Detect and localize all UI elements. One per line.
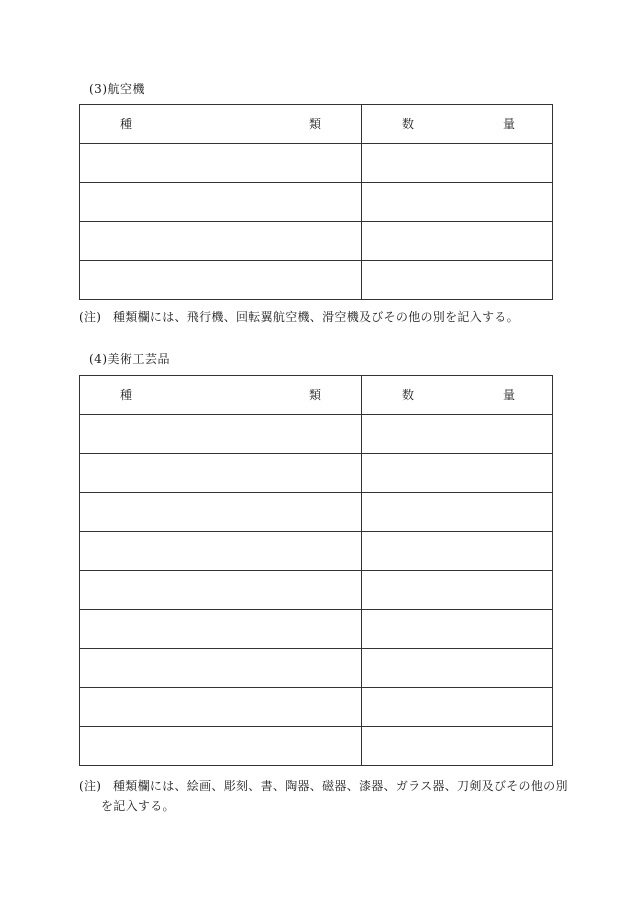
kind-cell[interactable] [80,688,362,727]
kind-cell[interactable] [80,727,362,766]
table-header-row [80,105,553,144]
section-title-aircraft: (3)航空機 [89,82,145,96]
header-quantity-cell [362,376,553,415]
table-row [80,727,553,766]
header-kind-cell [80,376,362,415]
aircraft-table [79,104,553,300]
header-quantity-char2: 量 [503,388,516,402]
table-row [80,144,553,183]
art-crafts-table [79,375,553,766]
kind-cell[interactable] [80,493,362,532]
kind-cell[interactable] [80,571,362,610]
kind-cell[interactable] [80,610,362,649]
table-row [80,610,553,649]
table-row [80,571,553,610]
kind-cell[interactable] [80,454,362,493]
header-kind-char1: 種 [120,117,133,131]
table-row [80,493,553,532]
kind-cell[interactable] [80,222,362,261]
quantity-cell[interactable] [362,688,553,727]
table-row [80,261,553,300]
header-kind-cell [80,105,362,144]
header-quantity-char1: 数 [402,388,415,402]
header-quantity-char1: 数 [402,117,415,131]
note-label: (注) [79,310,102,324]
kind-cell[interactable] [80,261,362,300]
header-kind-char2: 類 [309,117,322,131]
table-row [80,649,553,688]
header-kind-char1: 種 [120,388,133,402]
quantity-cell[interactable] [362,532,553,571]
header-quantity-char2: 量 [503,117,516,131]
quantity-cell[interactable] [362,571,553,610]
note-text-line2: を記入する。 [101,799,175,813]
kind-cell[interactable] [80,415,362,454]
quantity-cell[interactable] [362,144,553,183]
quantity-cell[interactable] [362,727,553,766]
kind-cell[interactable] [80,144,362,183]
table-row [80,532,553,571]
table-row [80,222,553,261]
note-text-line1: 種類欄には、飛行機、回転翼航空機、滑空機及びその他の別を記入する。 [113,310,519,324]
kind-cell[interactable] [80,532,362,571]
quantity-cell[interactable] [362,183,553,222]
note-text-line1: 種類欄には、絵画、彫刻、書、陶器、磁器、漆器、ガラス器、刀剣及びその他の別 [113,779,568,793]
table-row [80,183,553,222]
section-title-art-crafts: (4)美術工芸品 [89,352,170,366]
kind-cell[interactable] [80,183,362,222]
table-row [80,415,553,454]
table-row [80,454,553,493]
quantity-cell[interactable] [362,493,553,532]
note-art-crafts [79,776,568,816]
quantity-cell[interactable] [362,415,553,454]
note-label: (注) [79,779,102,793]
quantity-cell[interactable] [362,454,553,493]
header-quantity-cell [362,105,553,144]
quantity-cell[interactable] [362,261,553,300]
quantity-cell[interactable] [362,222,553,261]
kind-cell[interactable] [80,649,362,688]
quantity-cell[interactable] [362,610,553,649]
table-header-row [80,376,553,415]
quantity-cell[interactable] [362,649,553,688]
header-kind-char2: 類 [309,388,322,402]
note-aircraft [79,307,519,327]
table-row [80,688,553,727]
